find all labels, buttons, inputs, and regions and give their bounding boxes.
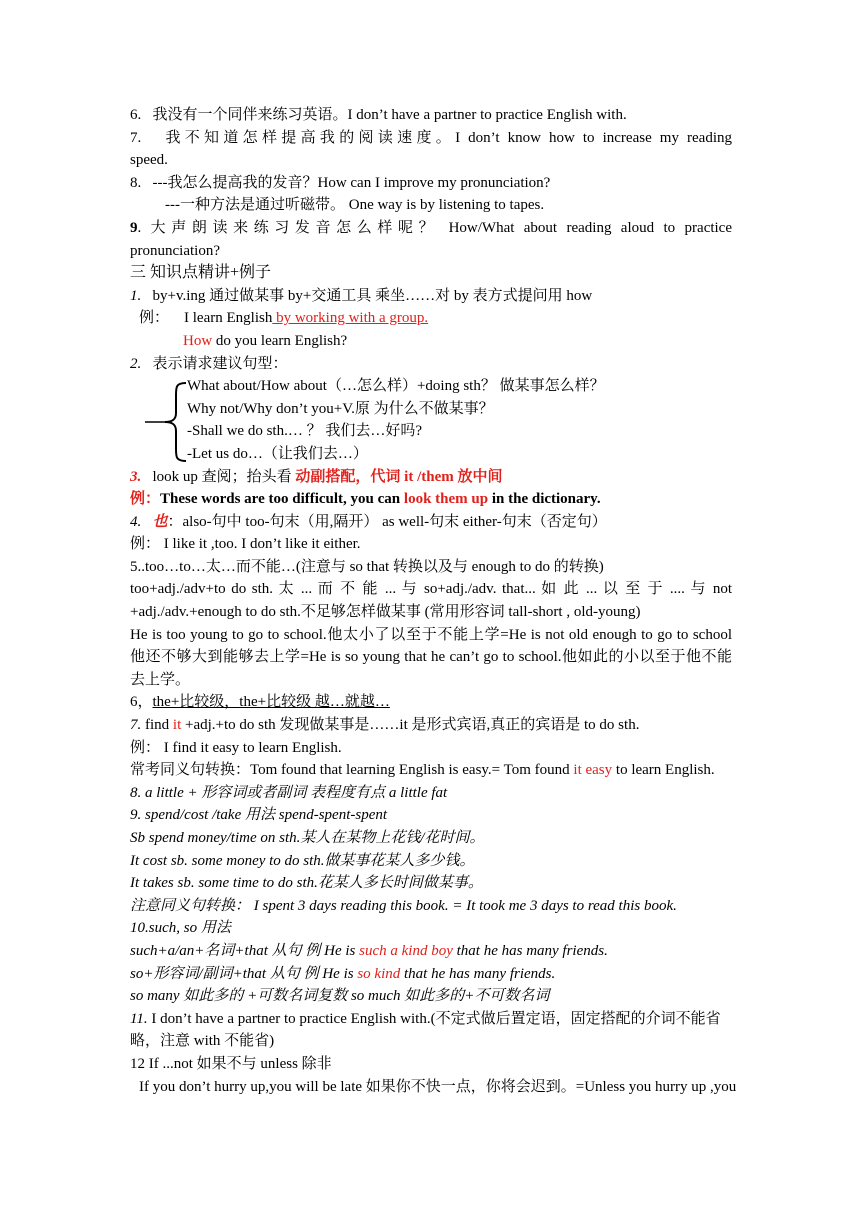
point-9-line: Sb spend money/time on sth.某人在某物上花钱/花时间。 (130, 830, 485, 846)
point-3-example: 例：These words are too difficult, you can look them up in the dictionary. (130, 491, 601, 508)
point-1-example: 例： I learn English by working with a group. (139, 310, 429, 327)
point-6: 6，the+比较级，the+比较级 越…就越… (130, 694, 390, 711)
point-5-line: +adj./adv.+enough to do sth.不足够怎样做某事 (常用形容词 tall-short , old-young) (130, 604, 641, 621)
sentence-7: 7. 我不知道怎样提高我的阅读速度。I don’t know how to increase my reading (130, 129, 733, 146)
point-12-example: If you don’t hurry up,you will be late 如果你不快一点，你将会迟到。=Unless you hurry up ,you (139, 1078, 737, 1095)
pattern-item: Why not/Why don’t you+V.原 为什么不做某事？ (187, 400, 494, 417)
sentence-6: 6. 我没有一个同伴来练习英语。I don’t have a partner to practice English with. (130, 107, 627, 123)
point-9-title: 9. spend/cost /take 用法 spend-spent-spent (130, 807, 388, 824)
point-5-line: He is too young to go to school.他太小了以至于不能上学=He is not old enough to go to school (130, 626, 732, 643)
pattern-item: -Let us do…（让我们去…） (187, 445, 368, 462)
point-10-line: so many 如此多的 +可数名词复数 so much 如此多的+不可数名词 (130, 988, 550, 1005)
pattern-item: -Shall we do sth.… ？ 我们去…好吗? (187, 423, 422, 440)
point-5-line: 去上学。 (130, 671, 191, 688)
point-10-line: such+a/an+名词+that 从句 例 He is such a kind boy that he has many friends. (130, 942, 608, 959)
suggestion-patterns (130, 375, 732, 465)
curly-brace-icon (143, 379, 187, 465)
sentence-9: 9. 大声朗读来练习发音怎么样呢？ How/What about reading aloud to practice (130, 219, 732, 236)
point-7-example: 例： I find it easy to learn English. (130, 739, 342, 756)
sentence-9-cont: pronunciation? (130, 242, 220, 259)
sentence-8-answer: ---一种方法是通过听磁带。 One way is by listening to tapes. (165, 197, 545, 214)
point-5-line: too+adj./adv+to do sth. 太 ... 而 不 能 ... 与 so+adj./adv. that... 如 此 ... 以 至 于 .... 与 not (130, 581, 732, 598)
point-7-conversion: 常考同义句转换：Tom found that learning English is easy.= Tom found it easy to learn English. (130, 762, 715, 779)
point-1-example-2: How do you learn English? (183, 332, 348, 349)
point-12-title: 12 If ...not 如果不与 unless 除非 (130, 1055, 332, 1072)
sentence-7-cont: speed. (130, 152, 168, 169)
point-1: 1. by+v.ing 通过做某事 by+交通工具 乘坐……对 by 表方式提问用 how (130, 287, 593, 304)
point-8: 8. a little + 形容词或者副词 表程度有点 a little fat (130, 784, 448, 801)
point-9-line: It cost sb. some money to do sth.做某事花某人多少钱。 (130, 852, 475, 869)
point-9-line: It takes sb. some time to do sth.花某人多长时间做某事。 (130, 875, 483, 892)
point-4: 4. 也：also-句中 too-句末（用,隔开） as well-句末 either-句末（否定句） (130, 513, 607, 530)
section-heading: 三 知识点精讲+例子 (130, 264, 272, 282)
point-11-cont: 略，注意 with 不能省) (130, 1033, 275, 1050)
point-11: 11. I don’t have a partner to practice English with.(不定式做后置定语，固定搭配的介词不能省 (130, 1010, 721, 1027)
point-2: 2. 表示请求建议句型： (130, 355, 288, 372)
pattern-item: What about/How about（…怎么样）+doing sth？ 做某事怎么样？ (187, 378, 605, 395)
point-10-line: so+形容词/副词+that 从句 例 He is so kind that he has many friends. (130, 965, 556, 982)
point-5-line: 他还不够大到能够去上学=He is so young that he can’t go to school.他如此的小以至于他不能 (130, 649, 732, 666)
point-9-line: 注意同义句转换： I spent 3 days reading this book. = It took me 3 days to read this book. (130, 897, 677, 914)
point-4-example: 例： I like it ,too. I don’t like it either. (130, 536, 361, 553)
point-5-title: 5..too…to…太…而不能…(注意与 so that 转换以及与 enough to do 的转换) (130, 558, 604, 575)
sentence-8: 8. ---我怎么提高我的发音？How can I improve my pronunciation? (130, 174, 551, 191)
document-page (130, 104, 737, 1098)
point-7: 7. find it +adj.+to do sth 发现做某事是……it 是形式宾语,真正的宾语是 to do sth. (130, 717, 640, 734)
point-3: 3. look up 查阅；抬头看 动副搭配，代词 it /them 放中间 (130, 468, 503, 485)
point-10-title: 10.such, so 用法 (130, 920, 231, 937)
